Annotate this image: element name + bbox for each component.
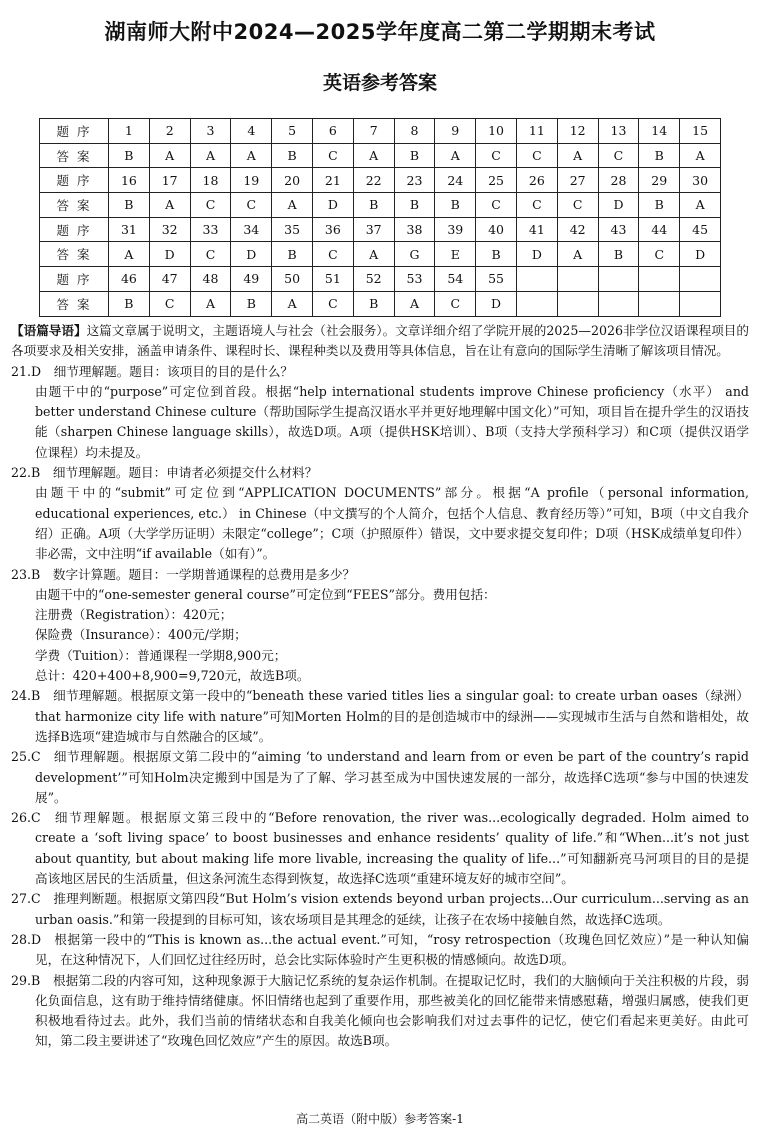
question-number-cell: 41 bbox=[516, 217, 557, 242]
question-number-cell: 24 bbox=[435, 168, 476, 193]
question-number-cell: 25 bbox=[476, 168, 517, 193]
answer-cell: A bbox=[190, 291, 231, 316]
answer-cell: C bbox=[149, 291, 190, 316]
question-number-cell: 47 bbox=[149, 267, 190, 292]
explanation-item bbox=[11, 747, 749, 808]
question-number: 23.B bbox=[11, 566, 41, 582]
question-number-cell: 39 bbox=[435, 217, 476, 242]
question-number-cell: 14 bbox=[639, 119, 680, 144]
question-number-cell: 49 bbox=[231, 267, 272, 292]
answer-cell: D bbox=[680, 242, 721, 267]
answer-cell: D bbox=[231, 242, 272, 267]
question-number-cell bbox=[557, 267, 598, 292]
answer-cell: C bbox=[190, 242, 231, 267]
answer-row bbox=[40, 143, 721, 168]
explanation-text: 由题干中的“purpose”可定位到首段。根据“help international students improve Chinese proficiency（水平） and better understand Chinese culture（帮助国际学生提高汉语水平并更好地理解中国文化）”可知，项目旨在提升学生的汉语技能（sharpen Chinese language skills），故选D项。A项（提供HSK培训）、B项（支持大学预科学习）和C项（提供汉语学位课程）均未提及。 bbox=[35, 383, 749, 460]
answer-cell: D bbox=[476, 291, 517, 316]
row-label-answer: 答案 bbox=[40, 143, 109, 168]
answer-cell: A bbox=[272, 193, 313, 218]
question-number-cell: 29 bbox=[639, 168, 680, 193]
question-number-cell: 33 bbox=[190, 217, 231, 242]
row-label-question: 题序 bbox=[40, 168, 109, 193]
answer-cell: B bbox=[598, 242, 639, 267]
answer-cell bbox=[639, 291, 680, 316]
answer-cell: B bbox=[435, 193, 476, 218]
explanation-item bbox=[11, 930, 749, 971]
explanation-text: 推理判断题。根据原文第四段“But Holm’s vision extends beyond urban projects...Our curriculum...serving as an urban oasis.”和第一段提到的目标可知，该农场项目是其理念的延续，让孩子在农场中接触自然，故选择C选项。 bbox=[35, 891, 749, 927]
question-number-cell: 23 bbox=[394, 168, 435, 193]
answer-cell: A bbox=[231, 143, 272, 168]
answer-cell: C bbox=[231, 193, 272, 218]
answer-cell: A bbox=[353, 143, 394, 168]
question-number-cell: 10 bbox=[476, 119, 517, 144]
row-label-answer: 答案 bbox=[40, 193, 109, 218]
question-number-cell: 18 bbox=[190, 168, 231, 193]
answer-cell: A bbox=[272, 291, 313, 316]
explanation-item bbox=[11, 889, 749, 930]
row-label-question: 题序 bbox=[40, 217, 109, 242]
explanation-line bbox=[11, 605, 749, 625]
question-number-cell: 11 bbox=[516, 119, 557, 144]
explanation-line bbox=[11, 666, 749, 686]
answer-cell bbox=[598, 291, 639, 316]
answer-cell: C bbox=[312, 291, 353, 316]
question-number-row bbox=[40, 119, 721, 144]
question-number-cell: 54 bbox=[435, 267, 476, 292]
explanation-heading bbox=[11, 565, 749, 585]
answer-cell: A bbox=[435, 143, 476, 168]
explanation-first-line bbox=[11, 747, 749, 808]
question-number-cell: 17 bbox=[149, 168, 190, 193]
row-label-question: 题序 bbox=[40, 267, 109, 292]
answer-cell: D bbox=[516, 242, 557, 267]
answer-cell: B bbox=[109, 143, 150, 168]
answer-cell: B bbox=[394, 143, 435, 168]
answer-cell: E bbox=[435, 242, 476, 267]
explanation-line bbox=[11, 483, 749, 564]
question-number-cell: 21 bbox=[312, 168, 353, 193]
answer-cell: G bbox=[394, 242, 435, 267]
answer-table bbox=[39, 118, 721, 317]
question-number-cell: 7 bbox=[353, 119, 394, 144]
answer-cell: A bbox=[394, 291, 435, 316]
explanation-text: 总计：420+400+8,900=9,720元，故选B项。 bbox=[35, 668, 310, 684]
question-number-cell: 40 bbox=[476, 217, 517, 242]
question-number-cell: 44 bbox=[639, 217, 680, 242]
question-type: 细节理解题。题目：申请者必须提交什么材料？ bbox=[52, 465, 318, 481]
explanation-text: 根据第二段的内容可知，这种现象源于大脑记忆系统的复杂运作机制。在提取记忆时，我们的大脑倾向于关注积极的片段，弱化负面信息，这有助于维持情绪健康。怀旧情绪也起到了重要作用，那些被美化的回忆能带来情感慰藉，增强归属感，使我们更积极地看待过去。此外，我们当前的情绪状态和自我美化倾向也会影响我们对过去事件的记忆，使它们看起来更美好。由此可知，第二段主要讲述了“玫瑰色回忆效应”产生的原因。故选B项。 bbox=[35, 972, 749, 1049]
row-label-answer: 答案 bbox=[40, 291, 109, 316]
exam-title: 湖南师大附中2024—2025学年度高二第二学期期末考试 bbox=[104, 20, 656, 44]
question-number-cell: 3 bbox=[190, 119, 231, 144]
explanation-first-line bbox=[11, 808, 749, 889]
answer-cell: A bbox=[149, 193, 190, 218]
explanation-item bbox=[11, 971, 749, 1052]
explanation-line bbox=[11, 646, 749, 666]
answer-cell: C bbox=[476, 193, 517, 218]
explanation-item bbox=[11, 565, 749, 687]
answer-cell: B bbox=[272, 242, 313, 267]
question-number-cell: 48 bbox=[190, 267, 231, 292]
answer-cell: B bbox=[639, 193, 680, 218]
question-number-cell: 1 bbox=[109, 119, 150, 144]
answer-cell bbox=[680, 291, 721, 316]
explanations bbox=[11, 321, 749, 1052]
answer-cell: B bbox=[109, 291, 150, 316]
row-label-answer: 答案 bbox=[40, 242, 109, 267]
question-number-cell: 26 bbox=[516, 168, 557, 193]
explanation-text: 由题干中的“submit”可定位到“APPLICATION DOCUMENTS”部分。根据“A profile（personal information, educational experiences, etc.） in Chinese（中文撰写的个人简介，包括个人信息、教育经历等）”可知，B项（中文自我介绍）正确。A项（大学学历证明）未限定“college”；C项（护照原件）错误，文中要求提交复印件；D项（HSK成绩单复印件）非必需，文中注明“if available（如有）”。 bbox=[35, 485, 749, 562]
question-number-cell: 38 bbox=[394, 217, 435, 242]
answer-cell: B bbox=[272, 143, 313, 168]
question-number-cell: 9 bbox=[435, 119, 476, 144]
answer-row bbox=[40, 193, 721, 218]
question-number: 29.B bbox=[11, 972, 41, 988]
answer-cell: A bbox=[353, 242, 394, 267]
answer-cell: C bbox=[312, 242, 353, 267]
question-number-cell: 2 bbox=[149, 119, 190, 144]
guide-text: 这篇文章属于说明文，主题语境人与社会（社会服务）。文章详细介绍了学院开展的2025—2026非学位汉语课程项目的各项要求及相关安排，涵盖申请条件、课程时长、课程种类以及费用等具体信息，旨在让有意向的国际学生清晰了解该项目情况。 bbox=[11, 323, 749, 359]
question-number-cell bbox=[598, 267, 639, 292]
explanation-heading bbox=[11, 362, 749, 382]
question-number-cell: 15 bbox=[680, 119, 721, 144]
answer-cell: B bbox=[353, 193, 394, 218]
question-number-cell: 32 bbox=[149, 217, 190, 242]
question-number-cell: 30 bbox=[680, 168, 721, 193]
question-number-cell bbox=[639, 267, 680, 292]
question-number-cell: 28 bbox=[598, 168, 639, 193]
answer-cell: C bbox=[516, 193, 557, 218]
answer-cell: C bbox=[476, 143, 517, 168]
question-number-cell: 36 bbox=[312, 217, 353, 242]
question-number-cell: 55 bbox=[476, 267, 517, 292]
question-number-cell: 12 bbox=[557, 119, 598, 144]
question-number-cell: 50 bbox=[272, 267, 313, 292]
question-number-cell: 22 bbox=[353, 168, 394, 193]
answer-cell: C bbox=[639, 242, 680, 267]
question-number-cell: 35 bbox=[272, 217, 313, 242]
answer-cell: A bbox=[557, 143, 598, 168]
answer-cell: C bbox=[312, 143, 353, 168]
explanation-first-line bbox=[11, 971, 749, 1052]
answer-cell: C bbox=[557, 193, 598, 218]
question-number-cell bbox=[516, 267, 557, 292]
question-number: 24.B bbox=[11, 688, 41, 704]
explanation-text: 根据第一段中的“This is known as...the actual event.”可知，“rosy retrospection（玫瑰色回忆效应）”是一种认知偏见，在这种情况下，人们回忆过往经历时，总会比实际体验时产生更积极的情感倾向。故选D项。 bbox=[35, 931, 749, 968]
question-number-cell: 52 bbox=[353, 267, 394, 292]
question-number-cell: 34 bbox=[231, 217, 272, 242]
answer-row bbox=[40, 291, 721, 316]
question-number: 21.D bbox=[11, 363, 42, 379]
guide-label: 【语篇导语】 bbox=[11, 323, 87, 338]
answer-cell: D bbox=[149, 242, 190, 267]
question-number-cell: 27 bbox=[557, 168, 598, 193]
question-number: 22.B bbox=[11, 465, 41, 481]
question-number-cell: 43 bbox=[598, 217, 639, 242]
answer-cell: B bbox=[231, 291, 272, 316]
question-number: 27.C bbox=[11, 891, 41, 907]
question-number-row bbox=[40, 267, 721, 292]
question-number: 26.C bbox=[11, 810, 41, 826]
explanation-text: 细节理解题。根据原文第二段中的“aiming ‘to understand and learn from or even be part of the country’s rapid development’”可知Holm决定搬到中国是为了了解、学习甚至成为中国快速发展的一部分，故选择C选项“参与中国的快速发展”。 bbox=[35, 749, 749, 805]
explanation-line bbox=[11, 585, 749, 605]
question-number-cell: 5 bbox=[272, 119, 313, 144]
question-number-cell: 16 bbox=[109, 168, 150, 193]
question-number-row bbox=[40, 217, 721, 242]
question-number-cell: 20 bbox=[272, 168, 313, 193]
answer-cell: D bbox=[312, 193, 353, 218]
answer-cell: B bbox=[394, 193, 435, 218]
explanation-item bbox=[11, 686, 749, 747]
question-number-cell: 46 bbox=[109, 267, 150, 292]
question-number-cell: 37 bbox=[353, 217, 394, 242]
question-type: 数字计算题。题目：一学期普通课程的总费用是多少？ bbox=[52, 566, 356, 582]
explanation-line bbox=[11, 382, 749, 463]
row-label-question: 题序 bbox=[40, 119, 109, 144]
explanation-first-line bbox=[11, 889, 749, 930]
answer-cell: C bbox=[435, 291, 476, 316]
explanation-first-line bbox=[11, 930, 749, 971]
explanation-text: 学费（Tuition）：普通课程一学期8,900元； bbox=[35, 647, 287, 663]
answer-cell: A bbox=[109, 242, 150, 267]
question-number-cell: 53 bbox=[394, 267, 435, 292]
answer-cell: B bbox=[476, 242, 517, 267]
question-number-cell: 45 bbox=[680, 217, 721, 242]
answer-cell: A bbox=[149, 143, 190, 168]
question-number-cell: 4 bbox=[231, 119, 272, 144]
answer-cell: B bbox=[353, 291, 394, 316]
answer-cell bbox=[557, 291, 598, 316]
question-number: 25.C bbox=[11, 749, 41, 765]
explanation-text: 注册费（Registration）：420元； bbox=[35, 607, 233, 623]
explanation-item bbox=[11, 463, 749, 564]
answer-cell: A bbox=[557, 242, 598, 267]
question-number-row bbox=[40, 168, 721, 193]
question-number-cell: 31 bbox=[109, 217, 150, 242]
exam-subtitle: 英语参考答案 bbox=[322, 72, 437, 94]
question-number-cell: 13 bbox=[598, 119, 639, 144]
answer-cell: C bbox=[516, 143, 557, 168]
answer-cell bbox=[516, 291, 557, 316]
question-number-cell bbox=[680, 267, 721, 292]
explanation-text: 细节理解题。根据原文第三段中的“Before renovation, the river was...ecologically degraded. Holm aimed to create a ‘soft living space’ to boost businesses and enhance residents’ quality of life.”和“When...it’s not just about quantity, but about making life more livable, increasing the quality of life...”可知翻新亮马河项目的目的是提高该地区居民的生活质量，但这条河流生态得到恢复，故选择C选项“重建环境友好的城市空间”。 bbox=[35, 810, 749, 887]
explanation-text: 由题干中的“one-semester general course”可定位到“FEES”部分。费用包括： bbox=[35, 586, 496, 602]
guide-paragraph bbox=[11, 321, 749, 362]
question-number-cell: 6 bbox=[312, 119, 353, 144]
explanation-item bbox=[11, 808, 749, 889]
explanation-item bbox=[11, 362, 749, 463]
question-number-cell: 19 bbox=[231, 168, 272, 193]
question-number-cell: 42 bbox=[557, 217, 598, 242]
explanation-text: 保险费（Insurance）：400元/学期； bbox=[35, 627, 247, 643]
answer-cell: A bbox=[680, 193, 721, 218]
explanation-line bbox=[11, 625, 749, 645]
question-number-cell: 8 bbox=[394, 119, 435, 144]
explanation-heading bbox=[11, 463, 749, 483]
question-number: 28.D bbox=[11, 931, 42, 947]
page-footer: 高二英语（附中版）参考答案-1 bbox=[296, 1112, 464, 1126]
explanation-text: 细节理解题。根据原文第一段中的“beneath these varied titles lies a singular goal: to create urban oases（绿洲） that harmonize city life with nature”可知Morten Holm的目的是创造城市中的绿洲——实现城市生活与自然和谐相处，故选择B选项“建造城市与自然融合的区域”。 bbox=[35, 688, 749, 744]
answer-cell: A bbox=[190, 143, 231, 168]
answer-row bbox=[40, 242, 721, 267]
answer-cell: D bbox=[598, 193, 639, 218]
answer-cell: A bbox=[680, 143, 721, 168]
answer-cell: C bbox=[190, 193, 231, 218]
answer-cell: C bbox=[598, 143, 639, 168]
answer-cell: B bbox=[639, 143, 680, 168]
question-number-cell: 51 bbox=[312, 267, 353, 292]
explanation-first-line bbox=[11, 686, 749, 747]
answer-cell: B bbox=[109, 193, 150, 218]
question-type: 细节理解题。题目：该项目的目的是什么？ bbox=[53, 363, 294, 379]
